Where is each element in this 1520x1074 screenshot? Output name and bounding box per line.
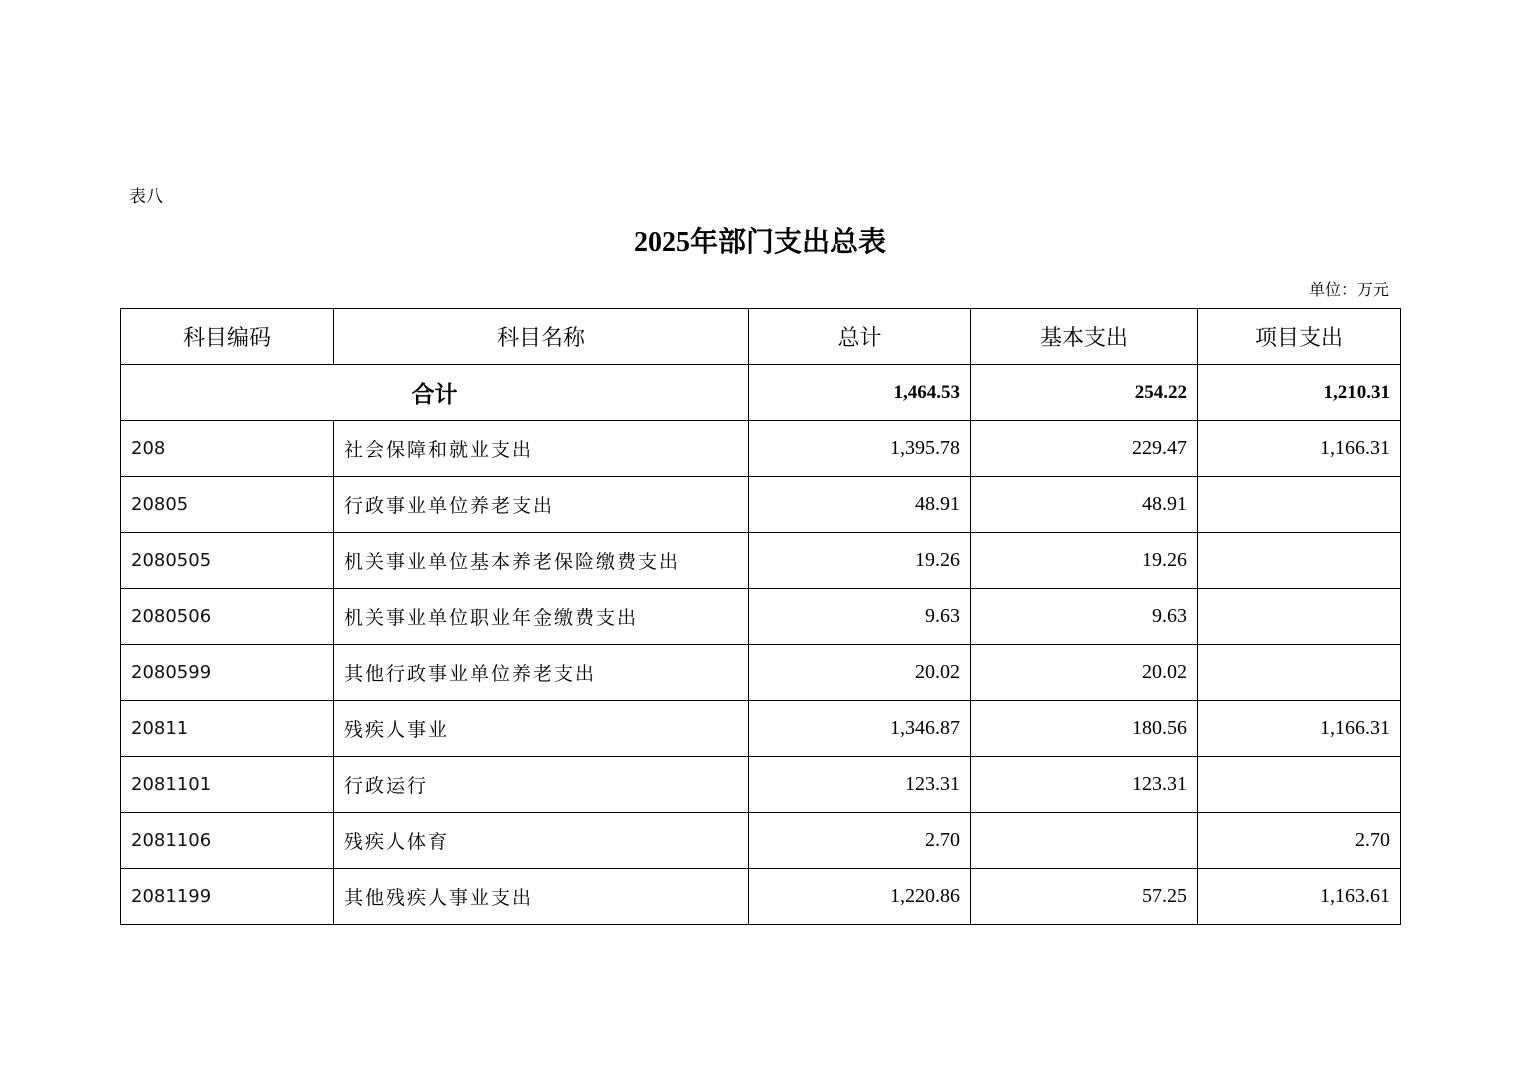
row-name: 机关事业单位基本养老保险缴费支出 [334, 533, 749, 589]
row-basic: 180.56 [971, 701, 1198, 757]
row-total: 1,346.87 [749, 701, 971, 757]
row-code: 2080505 [121, 533, 334, 589]
header-code: 科目编码 [121, 309, 334, 365]
row-project: 1,166.31 [1198, 421, 1401, 477]
row-name: 社会保障和就业支出 [334, 421, 749, 477]
row-code: 20811 [121, 701, 334, 757]
total-total: 1,464.53 [749, 365, 971, 421]
row-name: 行政事业单位养老支出 [334, 477, 749, 533]
unit-label: 单位：万元 [1308, 280, 1389, 299]
header-basic: 基本支出 [971, 309, 1198, 365]
row-code: 2081106 [121, 813, 334, 869]
table-row [121, 477, 1401, 533]
row-total: 20.02 [749, 645, 971, 701]
header-project: 项目支出 [1198, 309, 1401, 365]
row-project [1198, 757, 1401, 813]
row-code: 20805 [121, 477, 334, 533]
row-name: 其他残疾人事业支出 [334, 869, 749, 925]
row-basic: 9.63 [971, 589, 1198, 645]
row-basic: 229.47 [971, 421, 1198, 477]
row-basic: 19.26 [971, 533, 1198, 589]
row-name: 其他行政事业单位养老支出 [334, 645, 749, 701]
row-total: 48.91 [749, 477, 971, 533]
row-basic: 20.02 [971, 645, 1198, 701]
row-project [1198, 589, 1401, 645]
row-project: 1,163.61 [1198, 869, 1401, 925]
row-code: 208 [121, 421, 334, 477]
expense-table [120, 308, 1401, 925]
row-code: 2080506 [121, 589, 334, 645]
header-name: 科目名称 [334, 309, 749, 365]
row-project: 2.70 [1198, 813, 1401, 869]
total-label: 合计 [121, 365, 749, 421]
row-code: 2081199 [121, 869, 334, 925]
table-row [121, 421, 1401, 477]
row-total: 1,395.78 [749, 421, 971, 477]
table-row [121, 869, 1401, 925]
row-project [1198, 533, 1401, 589]
total-row [121, 365, 1401, 421]
page-title: 2025年部门支出总表 [633, 227, 886, 258]
row-basic: 48.91 [971, 477, 1198, 533]
total-basic: 254.22 [971, 365, 1198, 421]
row-basic: 123.31 [971, 757, 1198, 813]
row-basic: 57.25 [971, 869, 1198, 925]
row-name: 机关事业单位职业年金缴费支出 [334, 589, 749, 645]
row-total: 19.26 [749, 533, 971, 589]
row-basic [971, 813, 1198, 869]
total-project: 1,210.31 [1198, 365, 1401, 421]
row-total: 1,220.86 [749, 869, 971, 925]
table-row [121, 701, 1401, 757]
row-project [1198, 645, 1401, 701]
table-row [121, 589, 1401, 645]
row-name: 残疾人体育 [334, 813, 749, 869]
table-row [121, 813, 1401, 869]
table-row [121, 645, 1401, 701]
row-total: 9.63 [749, 589, 971, 645]
row-name: 行政运行 [334, 757, 749, 813]
row-project: 1,166.31 [1198, 701, 1401, 757]
row-total: 123.31 [749, 757, 971, 813]
row-name: 残疾人事业 [334, 701, 749, 757]
header-row [121, 309, 1401, 365]
table-number-label: 表八 [129, 187, 163, 207]
row-total: 2.70 [749, 813, 971, 869]
row-project [1198, 477, 1401, 533]
header-total: 总计 [749, 309, 971, 365]
row-code: 2080599 [121, 645, 334, 701]
table-row [121, 533, 1401, 589]
table-row [121, 757, 1401, 813]
row-code: 2081101 [121, 757, 334, 813]
